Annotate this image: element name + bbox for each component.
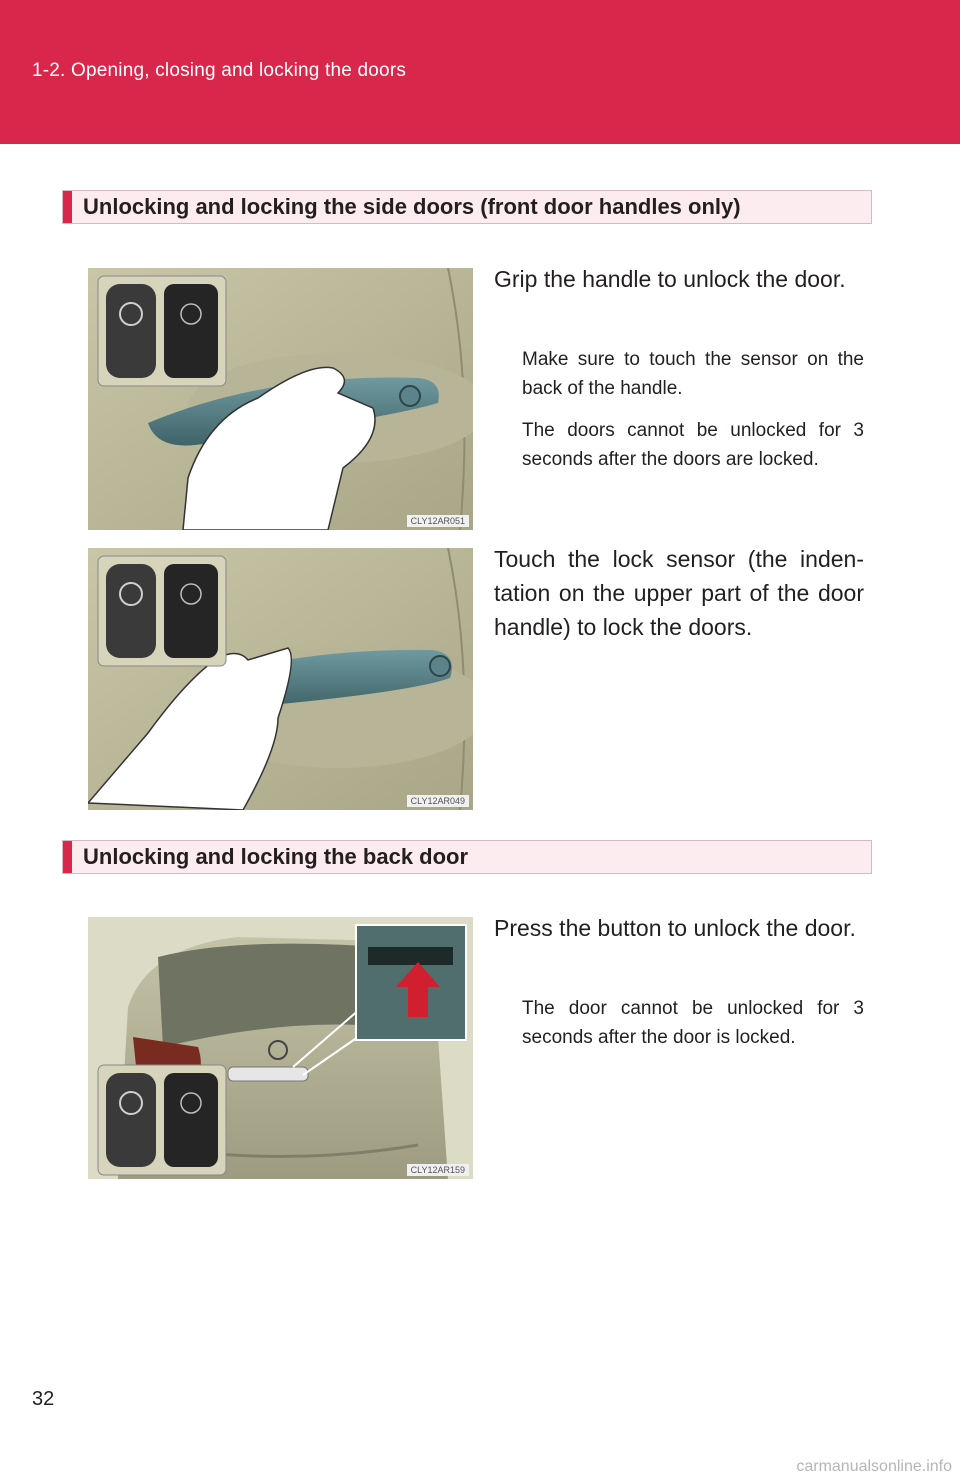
instruction-press-button: Press the button to unlock the door. [494, 915, 856, 941]
chapter-title: 1-2. Opening, closing and locking the doors [32, 60, 407, 81]
header-band [0, 0, 960, 144]
figure-code: CLY12AR159 [407, 1164, 469, 1176]
section-heading-side-doors [62, 190, 872, 224]
section-heading-back-door [62, 840, 872, 874]
note-unlock-delay: The doors cannot be unlocked for 3 seconds after the doors are locked. [522, 420, 864, 470]
instruction-grip-handle: Grip the handle to unlock the door. [494, 266, 846, 292]
page-number: 32 [32, 1388, 55, 1410]
figure-code: CLY12AR051 [407, 515, 469, 527]
note-back-door-delay: The door cannot be unlocked for 3 seconds after the door is locked. [522, 998, 864, 1048]
section-accent [63, 191, 72, 223]
figure-back-door [88, 917, 473, 1179]
note-touch-sensor: Make sure to touch the sensor on the back of the handle. [522, 349, 864, 399]
section-accent [63, 841, 72, 873]
section-title: Unlocking and locking the side doors (front door handles only) [83, 194, 741, 219]
figure-grip-handle [88, 268, 473, 530]
instruction-touch-sensor: Touch the lock sensor (the inden-tation on the upper part of the door handle) to lock the doors. [494, 546, 864, 640]
watermark: carmanualsonline.info [796, 1458, 952, 1475]
figure-code: CLY12AR049 [407, 795, 469, 807]
figure-touch-sensor [88, 548, 473, 810]
section-title: Unlocking and locking the back door [83, 844, 469, 869]
